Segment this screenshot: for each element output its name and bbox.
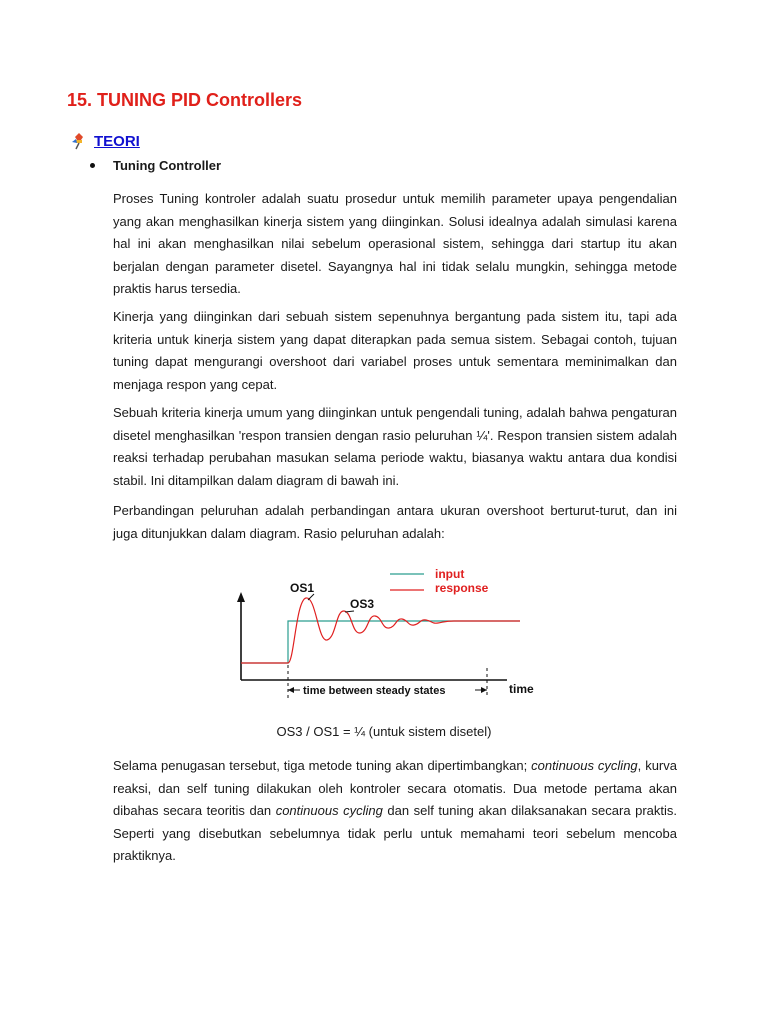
span-arrowhead-left	[288, 687, 294, 693]
paragraph-3: Sebuah kriteria kinerja umum yang diinginkan untuk pengendali tuning, adalah bahwa pengaturan disetel menghasilkan 'respon transien dengan rasio peluruhan ¼'. Respon transien sistem adalah reaksi terhadap perubahan masukan selama periode waktu, biasanya waktu antara dua kondisi stabil. Ini ditampilkan dalam diagram di bawah ini.	[113, 405, 677, 488]
paragraph-5-part-1: Selama penugasan tersebut, tiga metode tuning akan dipertimbangkan;	[113, 758, 532, 773]
paragraph-5	[113, 755, 677, 868]
section-heading	[70, 132, 140, 150]
response-curve	[241, 598, 520, 663]
bullet-item	[90, 158, 221, 173]
y-axis-arrow	[237, 592, 245, 602]
paragraph-5-part-2: , kurva reaksi, dan self tuning dilakukan oleh kontroler secara otomatis. Dua metode pertama akan dibahas secara teoritis dan	[113, 758, 677, 818]
paragraph-1: Proses Tuning kontroler adalah suatu prosedur untuk memilih parameter upaya pengendalian yang akan menghasilkan kinerja sistem yang diinginkan. Solusi idealnya adalah simulasi karena hal ini akan menghasilkan nilai sebelum operasional sistem, sehingga dari startup itu akan berjalan dengan parameter disetel. Sayangnya hal ini tidak selalu mungkin, sehingga metode praktis harus tersedia.	[113, 191, 677, 296]
os3-label: OS3	[350, 597, 375, 611]
paragraph-5-emphasis-1: continuous cycling	[531, 758, 638, 773]
step-response-diagram	[232, 560, 542, 705]
bullet-dot	[90, 163, 95, 168]
legend-input-label: input	[435, 567, 465, 581]
section-link-teori[interactable]: TEORI	[94, 132, 140, 150]
bullet-label: Tuning Controller	[113, 158, 222, 173]
figure-caption: OS3 / OS1 = ¼ (untuk sistem disetel)	[276, 724, 492, 739]
paragraph-2: Kinerja yang diinginkan dari sebuah sistem sepenuhnya bergantung pada sistem itu, tapi ada kriteria untuk kinerja sistem yang dapat diterapkan pada semua sistem. Sebagai contoh, tujuan tuning dapat mengurangi overshoot dari variabel proses untuk sementara meminimalkan dan menjaga respon yang cepat.	[113, 309, 677, 392]
pushpin-icon	[70, 132, 88, 150]
page-title: 15. TUNING PID Controllers	[67, 90, 303, 110]
paragraph-4: Perbandingan peluruhan adalah perbandingan antara ukuran overshoot berturut-turut, dan ini juga ditunjukkan dalam diagram. Rasio peluruhan adalah:	[113, 503, 677, 541]
legend-response-label: response	[435, 581, 489, 595]
paragraph-5-part-3: dan self tuning akan dilaksanakan secara praktis. Seperti yang disebutkan sebelumnya tidak perlu untuk memahami teori sebelum mencoba praktiknya.	[113, 803, 678, 863]
time-axis-label: time	[509, 682, 534, 696]
os1-label: OS1	[290, 581, 315, 595]
paragraph-5-emphasis-2: continuous cycling	[275, 803, 383, 818]
input-step-line	[241, 621, 520, 663]
span-label: time between steady states	[303, 685, 446, 697]
os3-pointer	[345, 611, 354, 612]
span-arrowhead-right	[481, 687, 487, 693]
